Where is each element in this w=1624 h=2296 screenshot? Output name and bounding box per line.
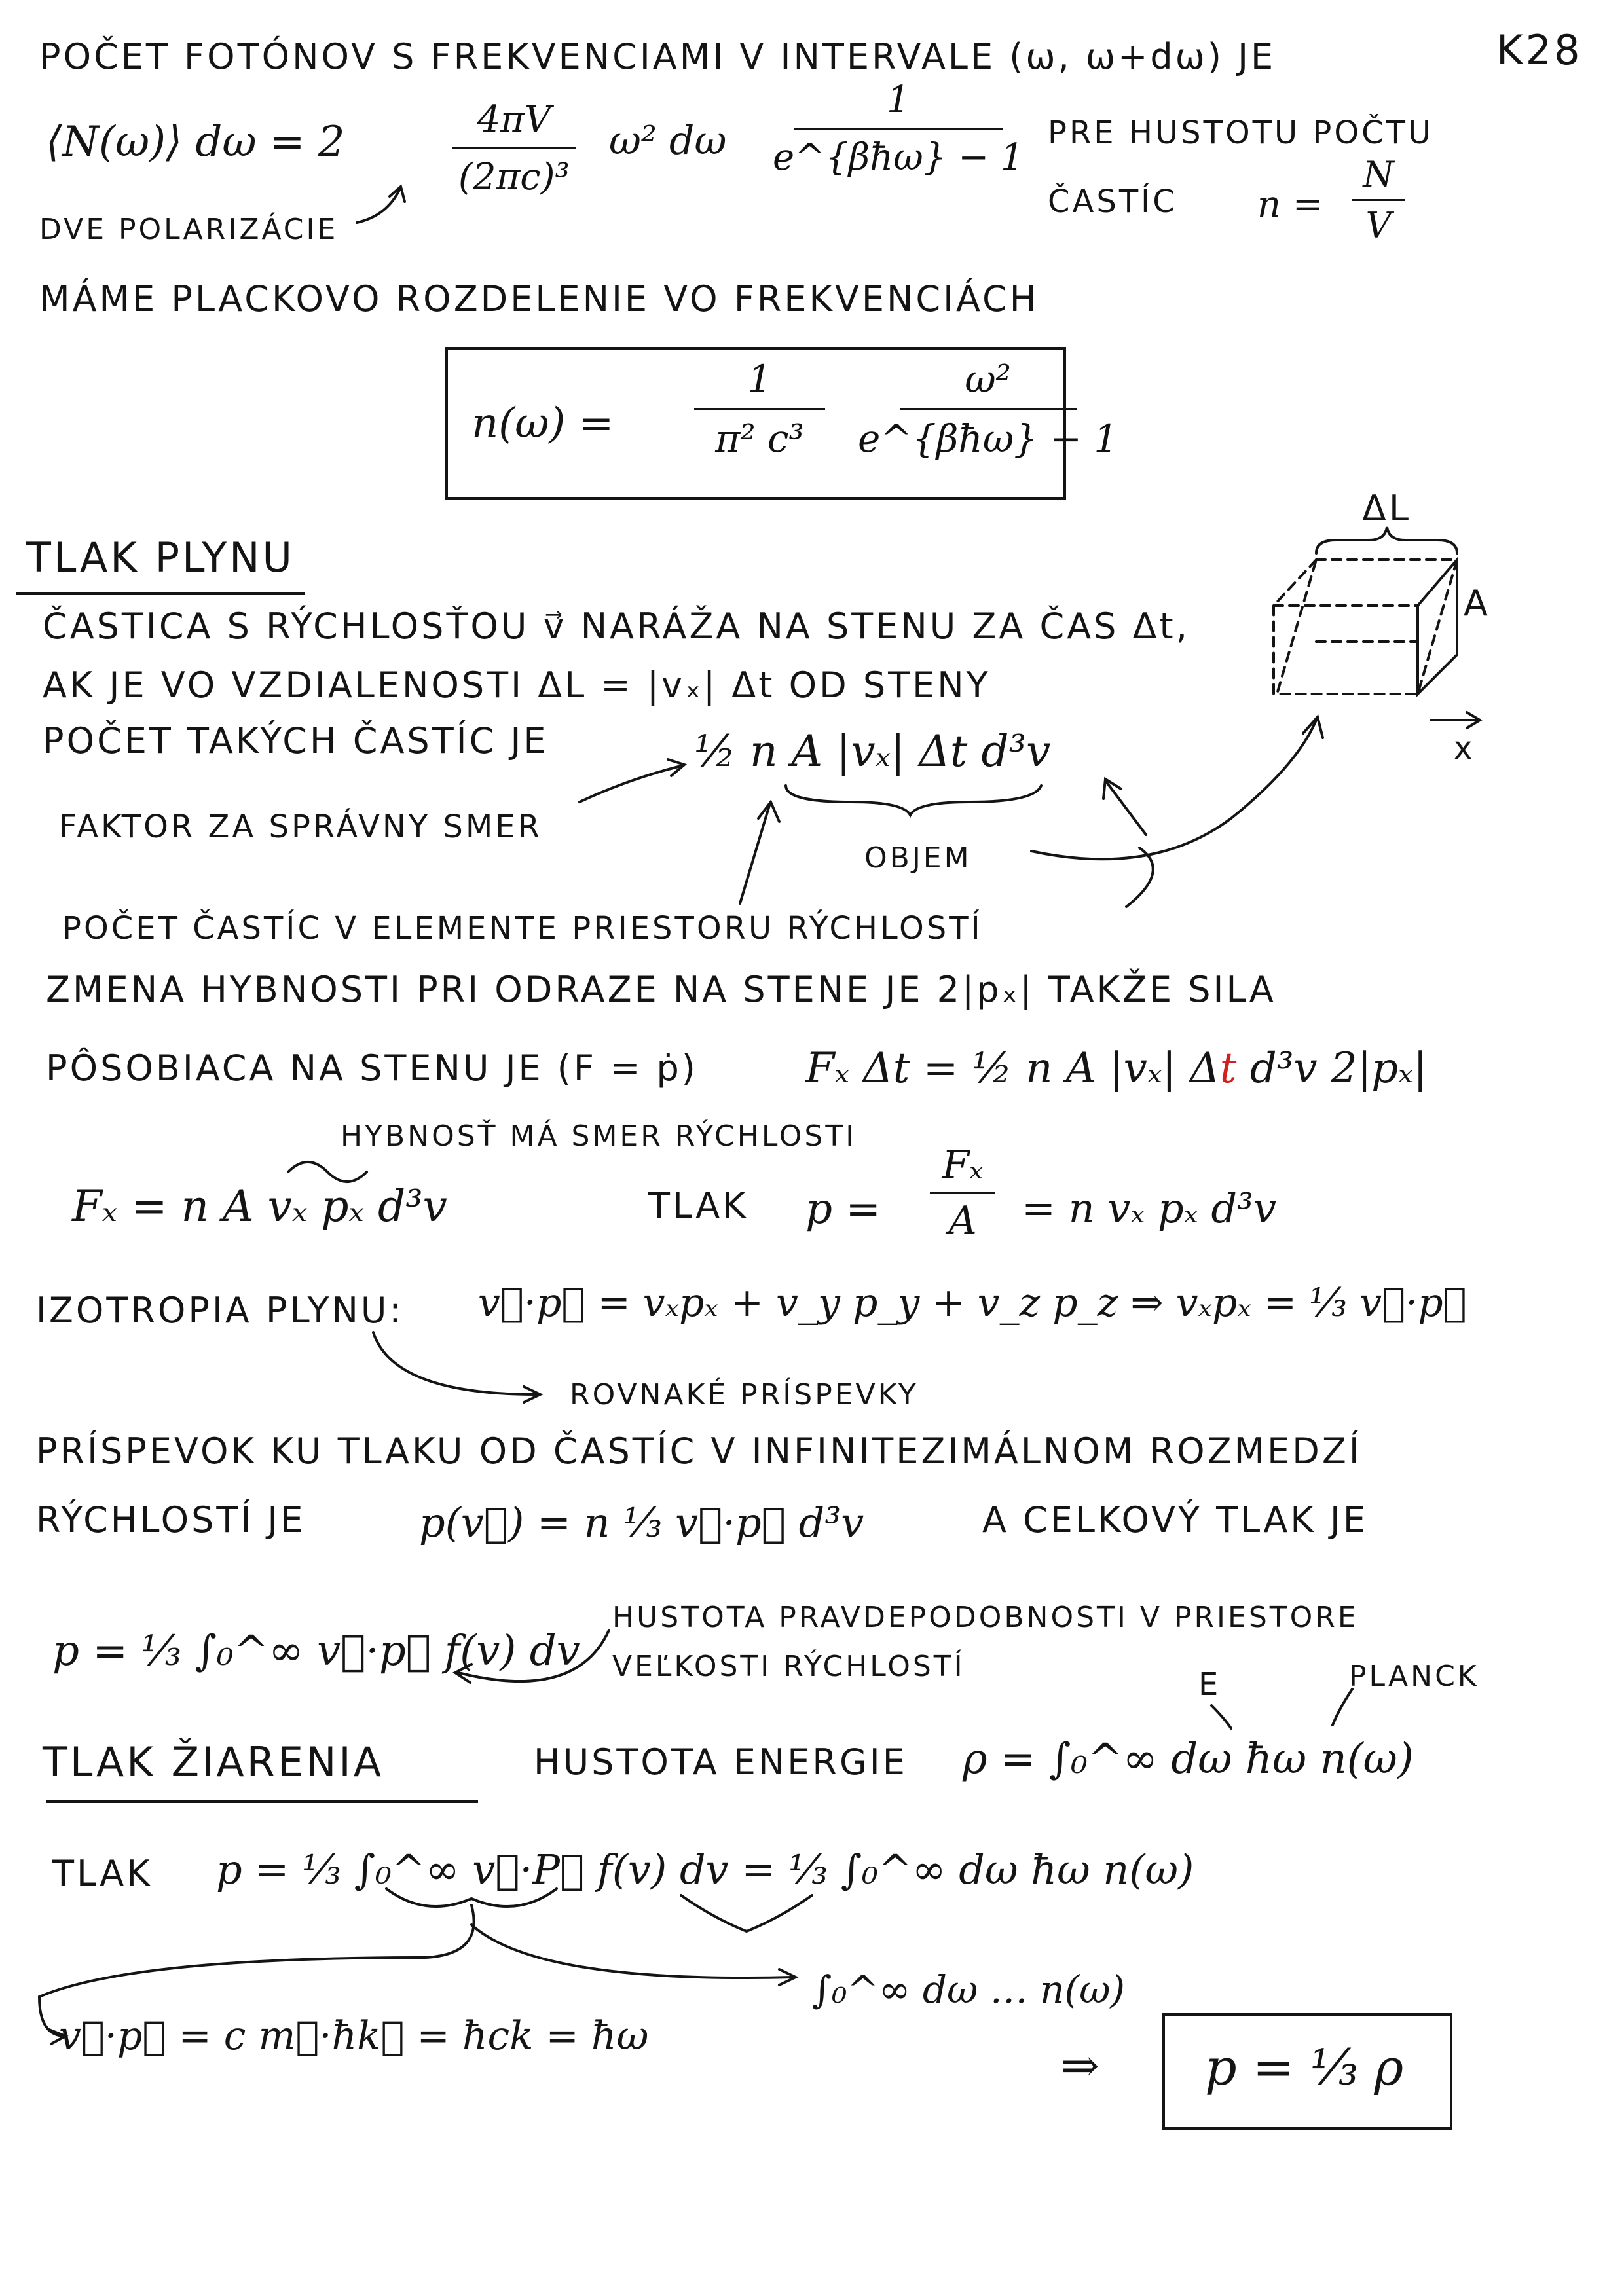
header-right1: PRE HUSTOTU POČTU — [1048, 115, 1434, 151]
x-axis-label: x — [1454, 730, 1475, 767]
header-mid: ω² dω — [609, 118, 727, 164]
energy-text: HUSTOTA ENERGIE — [534, 1741, 908, 1783]
result: p = ⅓ ρ — [1205, 2038, 1404, 2096]
contrib-line1: PRÍSPEVOK KU TLAKU OD ČASTÍC V INFINITEZIMÁLNOM ROZMEDZÍ — [36, 1430, 1362, 1472]
gas-line3: POČET TAKÝCH ČASTÍC JE — [43, 720, 549, 761]
energy-eq: ρ = ∫₀^∞ dω ħω n(ω) — [963, 1735, 1414, 1783]
label-planck: PLANCK — [1349, 1660, 1479, 1693]
force-eq-b: d³v 2|pₓ| — [1236, 1044, 1428, 1093]
header-line1: POČET FOTÓNOV S FREKVENCIAMI V INTERVALE (ω, ω+dω) JE — [39, 36, 1276, 77]
contrib-line2: RÝCHLOSTÍ JE — [36, 1499, 306, 1540]
header-right2: ČASTÍC — [1048, 183, 1177, 220]
momentum-note: HYBNOSŤ MÁ SMER RÝCHLOSTI — [341, 1120, 857, 1153]
area-label: A — [1464, 583, 1490, 624]
sub-eq: ∫₀^∞ dω … n(ω) — [812, 1967, 1126, 2012]
planck-num2: ω² — [965, 357, 1011, 401]
isotropy-label: IZOTROPIA PLYNU: — [36, 1290, 404, 1331]
force-eq-a: Fₓ Δt = ½ n A |vₓ| Δ — [805, 1044, 1220, 1093]
equal-note: ROVNAKÉ PRÍSPEVKY — [570, 1378, 919, 1412]
implies-arrow: ⇒ — [1061, 2039, 1099, 2092]
radiation-heading: TLAK ŽIARENIA — [43, 1738, 384, 1786]
radiation-pressure-word: TLAK — [52, 1853, 153, 1894]
gas-line1: ČASTICA S RÝCHLOSŤOU v⃗ NARÁŽA NA STENU ZA ČAS Δt, — [43, 606, 1190, 647]
factor-note: FAKTOR ZA SPRÁVNY SMER — [59, 809, 542, 845]
force-eq-t: t — [1219, 1044, 1237, 1093]
force-eq2: Fₓ = n A vₓ pₓ d³v — [72, 1181, 447, 1231]
planck-intro: MÁME PLACKOVO ROZDELENIE VO FREKVENCIÁCH — [39, 278, 1039, 319]
velocity-note: POČET ČASTÍC V ELEMENTE PRIESTORU RÝCHLOSTÍ — [62, 910, 983, 947]
isotropy-eq: v⃗·p⃗ = vₓpₓ + v_y p_y + v_z p_z ⇒ vₓpₓ = ⅓ v⃗·p⃗ — [478, 1280, 1467, 1326]
density-note2: VEĽKOSTI RÝCHLOSTÍ — [612, 1650, 965, 1683]
radiation-pressure-eq: p = ⅓ ∫₀^∞ v⃗·P⃗ f(v) dv = ⅓ ∫₀^∞ dω ħω n(ω) — [216, 1846, 1194, 1893]
frac2-den: e^{βħω} − 1 — [773, 136, 1024, 179]
planck-lhs: n(ω) = — [471, 399, 614, 448]
density-lhs: n = — [1257, 183, 1323, 226]
total-eq: p = ⅓ ∫₀^∞ v⃗·p⃗ f(v) dv — [52, 1627, 580, 1675]
planck-den1: π² c³ — [715, 416, 804, 461]
page-label: K28 — [1496, 26, 1583, 74]
momentum-line: ZMENA HYBNOSTI PRI ODRAZE NA STENE JE 2|pₓ| TAKŽE SILA — [46, 969, 1276, 1010]
gas-heading: TLAK PLYNU — [26, 534, 295, 581]
frac1-den: (2πc)³ — [458, 156, 570, 198]
pressure-word: TLAK — [648, 1185, 748, 1226]
photon-eq: v⃗·p⃗ = c m⃗·ħk⃗ = ħck = ħω — [59, 2013, 649, 2059]
density-den: V — [1365, 205, 1392, 246]
delta-L-label: ΔL — [1362, 488, 1412, 529]
contrib-eq: p(v⃗) = n ⅓ v⃗·p⃗ d³v — [419, 1499, 864, 1546]
density-note1: HUSTOTA PRAVDEPODOBNOSTI V PRIESTORE — [612, 1601, 1359, 1634]
gas-line2: AK JE VO VZDIALENOSTI ΔL = |vₓ| Δt OD STENY — [43, 665, 991, 706]
volume-box-diagram — [1274, 527, 1480, 728]
label-E: E — [1198, 1666, 1221, 1703]
density-num: N — [1363, 154, 1394, 195]
force-line-text: PÔSOBIACA NA STENU JE (F = ṗ) — [46, 1048, 698, 1089]
frac2-num: 1 — [886, 79, 910, 121]
planck-den2: e^{βħω} − 1 — [858, 416, 1118, 461]
volume-note: OBJEM — [864, 841, 972, 875]
pressure-num: Fₓ — [942, 1142, 984, 1188]
total-text: A CELKOVÝ TLAK JE — [982, 1499, 1368, 1540]
header-lhs: ⟨N(ω)⟩ dω = 2 — [46, 118, 345, 166]
frac1-num: 4πV — [477, 98, 551, 141]
polarization-note: DVE POLARIZÁCIE — [39, 213, 339, 246]
pressure-rhs: = n vₓ pₓ d³v — [1022, 1184, 1277, 1232]
pressure-den: A — [948, 1198, 977, 1244]
planck-num1: 1 — [747, 357, 772, 401]
pressure-p: p = — [805, 1185, 881, 1233]
count-formula: ½ n A |vₓ| Δt d³v — [694, 726, 1051, 776]
